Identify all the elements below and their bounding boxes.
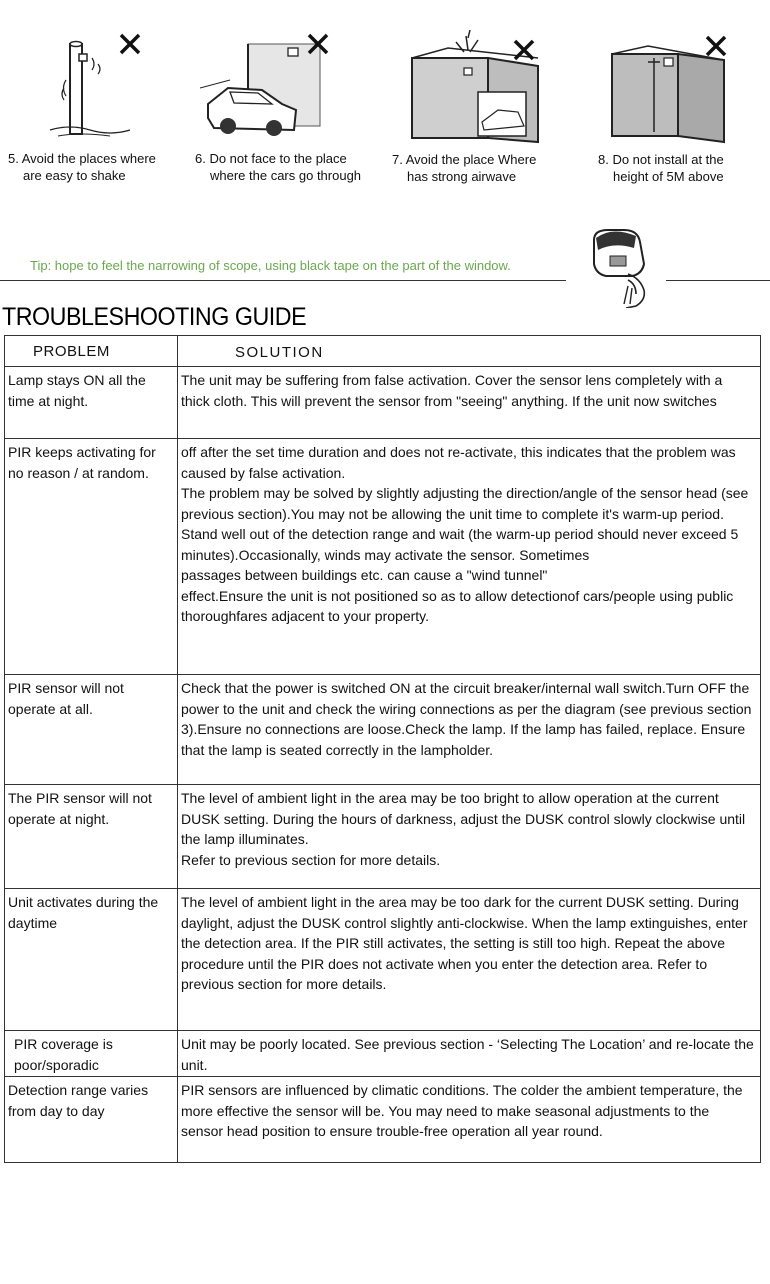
problem-cell: PIR sensor will not operate at all. [5, 675, 178, 785]
table-row [5, 785, 761, 889]
prohibited-x-icon [704, 34, 728, 58]
table-row [5, 1077, 761, 1163]
caption-airwave: 7. Avoid the place Where has strong airwave [392, 152, 537, 184]
figure-shaking-pole [40, 30, 150, 140]
header-solution: SOLUTION [178, 336, 761, 367]
page-title: TROUBLESHOOTING GUIDE [2, 303, 307, 331]
prohibited-x-icon [118, 32, 142, 56]
table-row [5, 367, 761, 439]
solution-cell: Check that the power is switched ON at the circuit breaker/internal wall switch.Turn OFF the power to the unit and check the wiring connections as per the diagram (see previous section 3).Ensure no connections are loose.Check the lamp. If the lamp has failed, replace. Ensure that the lamp is seated correctly in the lampholder. [178, 675, 761, 785]
table-row [5, 1031, 761, 1077]
caption-shake: 5. Avoid the places where are easy to shake [8, 151, 156, 183]
problem-cell: PIR keeps activating for no reason / at random. [5, 439, 178, 675]
solution-cell: Unit may be poorly located. See previous section - ‘Selecting The Location’ and re-locate the unit. [178, 1031, 761, 1077]
problem-cell: Unit activates during the daytime [5, 889, 178, 1031]
caption-height: 8. Do not install at the height of 5M above [598, 152, 724, 184]
table-row [5, 439, 761, 675]
problem-cell: Lamp stays ON all the time at night. [5, 367, 178, 439]
hand-tape-icon [584, 224, 662, 308]
table-header-row [5, 336, 761, 367]
solution-cell: off after the set time duration and does not re-activate, this indicates that the problem was caused by false activation. The problem may be solved by slightly adjusting the direction/angle of the sensor head (see previous section).You may not be allowing the unit time to complete it's warm-up period. Stand well out of the detection range and wait (the warm-up period should never exceed 5 minutes).Occasionally, winds may activate the sensor. Sometimes passages between buildings etc. can cause a "wind tunnel" effect.Ensure the unit is not positioned so as to allow detectionof cars/people using public thoroughfares adjacent to your property. [178, 439, 761, 675]
prohibited-x-icon [512, 38, 536, 62]
table-row [5, 889, 761, 1031]
troubleshooting-table [4, 335, 761, 1163]
problem-cell: PIR coverage is poor/sporadic [5, 1031, 178, 1077]
header-problem: PROBLEM [5, 336, 178, 367]
tip-text: Tip: hope to feel the narrowing of scope, using black tape on the part of the window. [30, 258, 511, 273]
solution-cell: The unit may be suffering from false activation. Cover the sensor lens completely with a thick cloth. This will prevent the sensor from "seeing" anything. If the unit now switches [178, 367, 761, 439]
figure-height-limit [608, 32, 733, 144]
problem-cell: Detection range varies from day to day [5, 1077, 178, 1163]
tip-divider-left [0, 280, 566, 281]
figure-cars [200, 30, 335, 140]
solution-cell: The level of ambient light in the area may be too bright to allow operation at the current DUSK setting. During the hours of darkness, adjust the DUSK control slowly clockwise until the lamp illuminates. Refer to previous section for more details. [178, 785, 761, 889]
figure-garage-airwave [408, 30, 543, 145]
tip-divider-right [666, 280, 770, 281]
prohibited-x-icon [306, 32, 330, 56]
problem-cell: The PIR sensor will not operate at night. [5, 785, 178, 889]
caption-cars: 6. Do not face to the place where the cars go through [195, 151, 362, 183]
table-row [5, 675, 761, 785]
solution-cell: The level of ambient light in the area may be too dark for the current DUSK setting. During daylight, adjust the DUSK control slightly anti-clockwise. When the lamp extinguishes, enter the detection area. If the PIR still activates, the setting is still too high. Repeat the above procedure until the PIR does not activate when you enter the detection area. Refer to previous section for more details. [178, 889, 761, 1031]
solution-cell: PIR sensors are influenced by climatic conditions. The colder the ambient temperature, the more effective the sensor will be. You may need to make seasonal adjustments to the sensor head position to ensure trouble-free operation all year round. [178, 1077, 761, 1163]
